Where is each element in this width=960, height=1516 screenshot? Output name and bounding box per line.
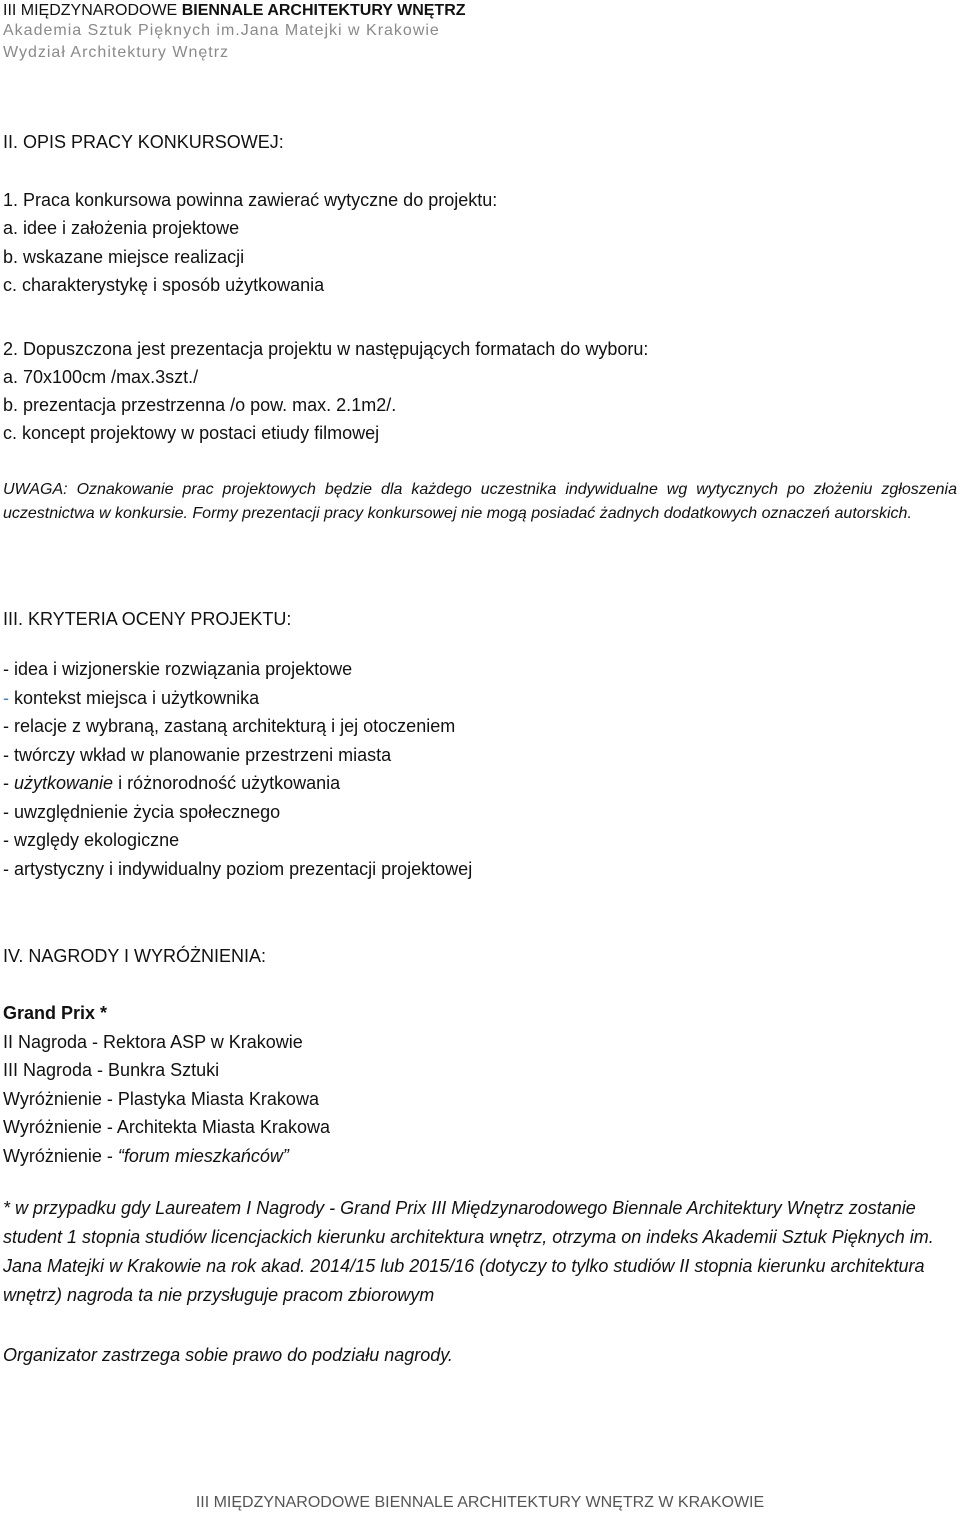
grand-prix-footnote: * w przypadku gdy Laureatem I Nagrody - Grand Prix III Międzynarodowego Biennale Architektury Wnętrz zostanie student 1 stopnia studiów licencjackich kierunku architektura wnętrz, otrzyma on indeks Akademii Sztuk Pięknych im. Jana Matejki w Krakowie na rok akad. 2014/15 lub 2015/16 (dotyczy to tylko studiów II stopnia kierunku architektura wnętrz) nagroda ta nie przysługuje pracom zbiorowym: [3, 1198, 934, 1305]
criterion-2-dash: -: [3, 688, 9, 708]
section-2-item-1b: b. wskazane miejsce realizacji: [3, 247, 245, 267]
distinction-forum-name: “forum mieszkańców”: [117, 1146, 289, 1166]
section-2-note: UWAGA: Oznakowanie prac projektowych będzie dla każdego uczestnika indywidualne wg wytycznych po złożeniu zgłoszenia uczestnictwa w konkursie. Formy prezentacji pracy konkursowej nie mogą posiadać żadnych dodatkowych oznaczeń autorskich.: [3, 481, 957, 522]
prize-2: II Nagroda - Rektora ASP w Krakowie: [3, 1032, 303, 1052]
document-header-title: [3, 0, 466, 22]
distinction-plastyk: Wyróżnienie - Plastyka Miasta Krakowa: [3, 1089, 319, 1109]
header-faculty: Wydział Architektury Wnętrz: [3, 44, 230, 61]
distinction-forum: [3, 1145, 289, 1167]
section-2-item-1: 1. Praca konkursowa powinna zawierać wytyczne do projektu:: [3, 190, 498, 210]
criterion-4: - twórczy wkład w planowanie przestrzeni miasta: [3, 745, 392, 765]
header-academy: Akademia Sztuk Pięknych im.Jana Matejki w Krakowie: [3, 22, 440, 39]
section-2-title: II. OPIS PRACY KONKURSOWEJ:: [3, 132, 284, 152]
page-footer: III MIĘDZYNARODOWE BIENNALE ARCHITEKTURY WNĘTRZ W KRAKOWIE: [195, 1494, 765, 1511]
organizer-note: Organizator zastrzega sobie prawo do podziału nagrody.: [3, 1345, 453, 1365]
distinction-architekt: Wyróżnienie - Architekta Miasta Krakowa: [3, 1117, 330, 1137]
criterion-8: - artystyczny i indywidualny poziom prezentacji projektowej: [3, 859, 473, 879]
criterion-5: [3, 772, 340, 794]
section-2-item-2c: c. koncept projektowy w postaci etiudy filmowej: [3, 423, 380, 443]
criterion-2-text: kontekst miejsca i użytkownika: [9, 688, 260, 708]
criterion-6: - uwzględnienie życia społecznego: [3, 802, 281, 822]
prize-3: III Nagroda - Bunkra Sztuki: [3, 1060, 220, 1080]
section-2-item-1c: c. charakterystykę i sposób użytkowania: [3, 275, 325, 295]
header-title-bold: BIENNALE ARCHITEKTURY WNĘTRZ: [181, 2, 466, 19]
criterion-5-dash: -: [3, 773, 14, 793]
distinction-forum-prefix: Wyróżnienie -: [3, 1146, 118, 1166]
section-3-title: III. KRYTERIA OCENY PROJEKTU:: [3, 609, 292, 629]
section-2-item-2a: a. 70x100cm /max.3szt./: [3, 367, 199, 387]
criterion-7: - względy ekologiczne: [3, 830, 180, 850]
grand-prix: Grand Prix *: [3, 1003, 108, 1023]
criterion-1: - idea i wizjonerskie rozwiązania projektowe: [3, 659, 353, 679]
criterion-5-rest: i różnorodność użytkowania: [113, 773, 341, 793]
header-title-prefix: III MIĘDZYNARODOWE: [3, 2, 178, 19]
criterion-5-italic: użytkowanie: [14, 773, 114, 793]
criterion-3: - relacje z wybraną, zastaną architekturą i jej otoczeniem: [3, 716, 456, 736]
criterion-2: [3, 687, 259, 709]
section-4-title: IV. NAGRODY I WYRÓŻNIENIA:: [3, 946, 267, 966]
section-2-item-2: 2. Dopuszczona jest prezentacja projektu w następujących formatach do wyboru:: [3, 339, 649, 359]
section-2-item-1a: a. idee i założenia projektowe: [3, 218, 240, 238]
section-2-item-2b: b. prezentacja przestrzenna /o pow. max. 2.1m2/.: [3, 395, 397, 415]
